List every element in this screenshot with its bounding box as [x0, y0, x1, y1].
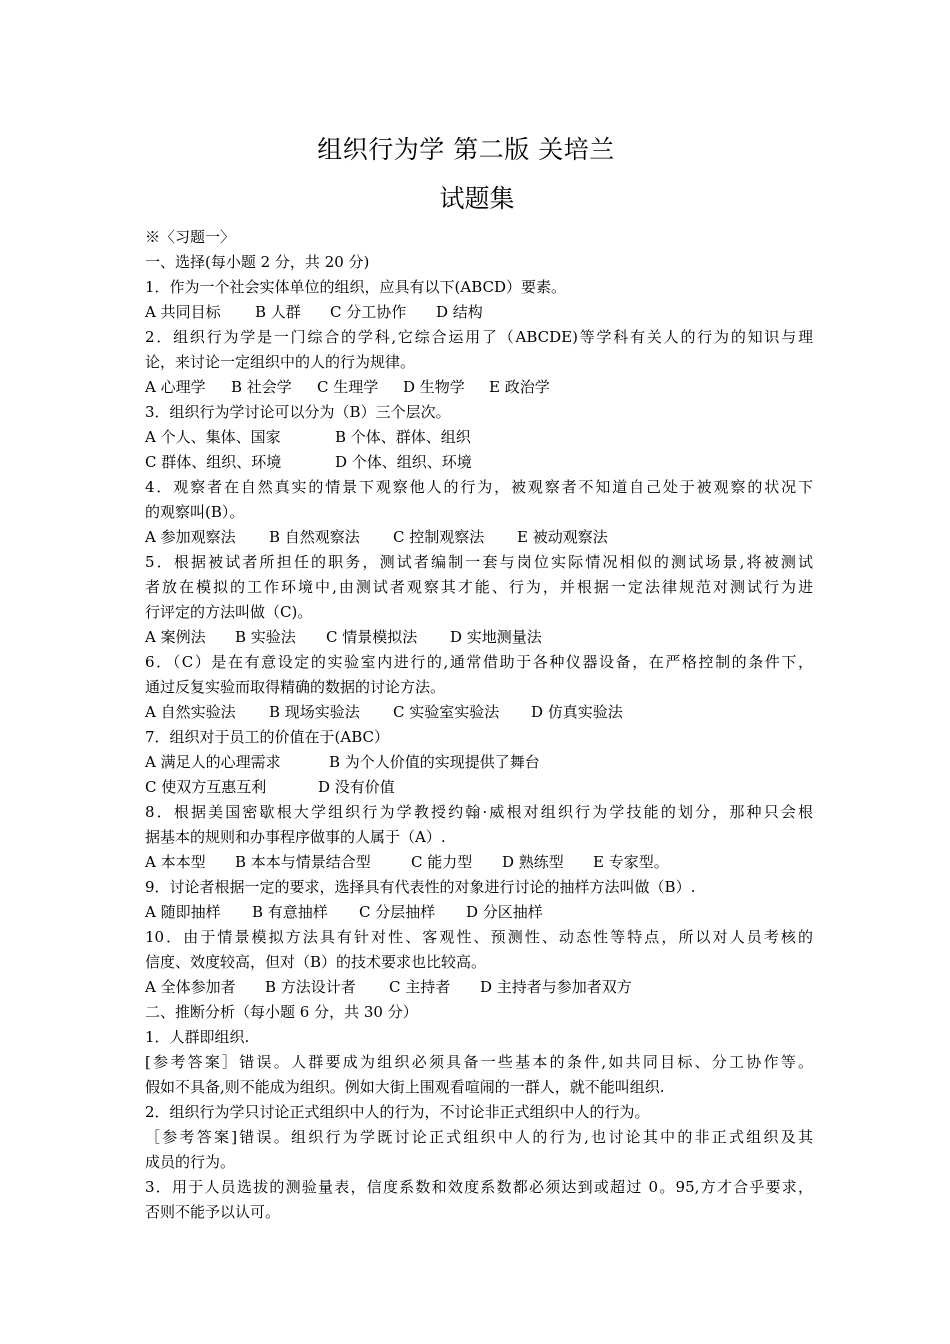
text-line: 论，来讨论一定组织中的人的行为规律。 — [145, 353, 416, 371]
answer-option: D 实地测量法 — [450, 628, 542, 646]
answer-option: E 被动观察法 — [517, 528, 608, 546]
text-line: 1．人群即组织. — [145, 1028, 250, 1046]
text-line: 4．观察者在自然真实的情景下观察他人的行为，被观察者不知道自己处于被观察的状况下 — [145, 478, 813, 496]
answer-option: A 自然实验法 — [145, 703, 236, 721]
answer-option: B 现场实验法 — [269, 703, 360, 721]
answer-option: D 仿真实验法 — [531, 703, 623, 721]
answer-option: C 分工协作 — [330, 303, 407, 321]
answer-option: C 生理学 — [317, 378, 379, 396]
option-row — [145, 375, 813, 400]
option-row — [145, 425, 813, 450]
text-line: 8．根据美国密歇根大学组织行为学教授约翰·威根对组织行为学技能的划分，那种只会根 — [145, 803, 813, 821]
text-line: 行评定的方法叫做（C)。 — [145, 603, 313, 621]
text-line: 10．由于情景模拟方法具有针对性、客观性、预测性、动态性等特点，所以对人员考核的 — [145, 928, 813, 946]
text-line: 一、选择(每小题 2 分，共 20 分) — [145, 253, 370, 271]
answer-option: B 个体、群体、组织 — [335, 428, 471, 446]
text-line: 1．作为一个社会实体单位的组织，应具有以下(ABCD）要素。 — [145, 278, 567, 296]
text-line: 否则不能予以认可。 — [145, 1203, 281, 1221]
answer-option: D 个体、组织、环境 — [335, 453, 472, 471]
document-subtitle: 试题集 — [439, 184, 515, 213]
text-line: [参考答案］错误。人群要成为组织必须具备一些基本的条件,如共同目标、分工协作等。 — [145, 1053, 813, 1071]
answer-option: E 专家型。 — [593, 853, 669, 871]
answer-option: B 实验法 — [235, 628, 296, 646]
text-line: 据基本的规则和办事程序做事的人属于（A）. — [145, 828, 446, 846]
option-row — [145, 300, 813, 325]
answer-option: D 生物学 — [403, 378, 465, 396]
answer-option: C 主持者 — [389, 978, 451, 996]
text-line: 2．组织行为学是一门综合的学科,它综合运用了（ABCDE)等学科有关人的行为的知识与理 — [145, 328, 813, 346]
answer-option: A 案例法 — [145, 628, 206, 646]
answer-option: D 主持者与参加者双方 — [480, 978, 632, 996]
text-line: 5．根据被试者所担任的职务，测试者编制一套与岗位实际情况相似的测试场景,将被测试 — [145, 553, 813, 571]
text-line: 3．用于人员选拔的测验量表，信度系数和效度系数都必须达到或超过 0。95,方才合乎要求， — [145, 1178, 813, 1196]
answer-option: A 满足人的心理需求 — [145, 753, 281, 771]
answer-option: B 社会学 — [231, 378, 292, 396]
answer-option: C 实验室实验法 — [393, 703, 500, 721]
text-line: 3．组织行为学讨论可以分为（B）三个层次。 — [145, 403, 451, 421]
option-row — [145, 900, 813, 925]
answer-option: A 随即抽样 — [145, 903, 221, 921]
text-line: ※〈习题一〉 — [145, 228, 236, 246]
answer-option: A 心理学 — [145, 378, 206, 396]
text-line: 假如不具备,则不能成为组织。例如大街上围观看喧闹的一群人，就不能叫组织. — [145, 1078, 665, 1096]
answer-option: A 共同目标 — [145, 303, 221, 321]
answer-option: C 群体、组织、环境 — [145, 453, 282, 471]
text-line: 二、推断分析（每小题 6 分，共 30 分） — [145, 1003, 418, 1021]
answer-option: B 人群 — [255, 303, 301, 321]
option-row — [145, 775, 813, 800]
answer-option: A 本本型 — [145, 853, 206, 871]
answer-option: E 政治学 — [489, 378, 550, 396]
answer-option: D 熟练型 — [502, 853, 564, 871]
text-line: 通过反复实验而取得精确的数据的讨论方法。 — [145, 678, 446, 696]
answer-option: D 没有价值 — [318, 778, 395, 796]
text-line: 信度、效度较高，但对（B）的技术要求也比较高。 — [145, 953, 487, 971]
answer-option: D 结构 — [436, 303, 483, 321]
answer-option: C 能力型 — [411, 853, 473, 871]
answer-option: A 个人、集体、国家 — [145, 428, 281, 446]
answer-option: C 情景模拟法 — [326, 628, 418, 646]
option-row — [145, 625, 813, 650]
answer-option: B 本本与情景结合型 — [235, 853, 371, 871]
text-line: 9．讨论者根据一定的要求，选择具有代表性的对象进行讨论的抽样方法叫做（B）. — [145, 878, 696, 896]
document-body — [145, 225, 813, 1225]
answer-option: A 参加观察法 — [145, 528, 236, 546]
option-row — [145, 700, 813, 725]
answer-option: C 控制观察法 — [393, 528, 485, 546]
text-line: 2．组织行为学只讨论正式组织中人的行为，不讨论非正式组织中人的行为。 — [145, 1103, 650, 1121]
text-line: 7．组织对于员工的价值在于(ABC） — [145, 728, 390, 746]
option-row — [145, 450, 813, 475]
answer-option: C 分层抽样 — [359, 903, 436, 921]
option-row — [145, 850, 813, 875]
option-row — [145, 975, 813, 1000]
option-row — [145, 750, 813, 775]
document-title: 组织行为学 第二版 关培兰 — [317, 135, 615, 164]
text-line: 成员的行为。 — [145, 1153, 236, 1171]
answer-option: B 为个人价值的实现提供了舞台 — [329, 753, 540, 771]
option-row — [145, 525, 813, 550]
answer-option: C 使双方互惠互利 — [145, 778, 267, 796]
text-line: ［参考答案]错误。组织行为学既讨论正式组织中人的行为,也讨论其中的非正式组织及其 — [145, 1128, 813, 1146]
answer-option: A 全体参加者 — [145, 978, 236, 996]
text-line: 6．（C）是在有意设定的实验室内进行的,通常借助于各种仪器设备，在严格控制的条件下， — [145, 653, 813, 671]
answer-option: D 分区抽样 — [466, 903, 543, 921]
text-line: 者放在模拟的工作环境中,由测试者观察其才能、行为，并根据一定法律规范对测试行为进 — [145, 578, 813, 596]
text-line: 的观察叫(B）。 — [145, 503, 245, 521]
answer-option: B 方法设计者 — [265, 978, 356, 996]
answer-option: B 自然观察法 — [269, 528, 360, 546]
answer-option: B 有意抽样 — [252, 903, 328, 921]
